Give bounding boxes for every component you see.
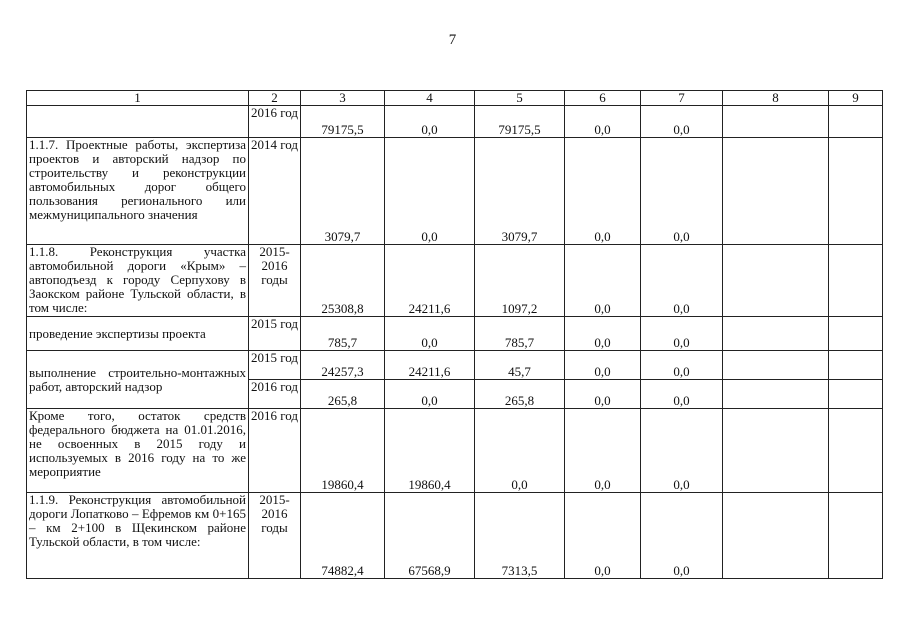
empty-cell xyxy=(723,317,829,351)
column-header: 9 xyxy=(829,91,883,106)
cell-other: 0,0 xyxy=(641,351,723,380)
cell-other: 0,0 xyxy=(641,138,723,245)
table-row xyxy=(27,245,883,317)
page-number: 7 xyxy=(448,32,457,48)
empty-cell xyxy=(723,493,829,579)
empty-cell xyxy=(723,380,829,409)
cell-total: 3079,7 xyxy=(301,138,385,245)
empty-cell xyxy=(723,245,829,317)
empty-cell xyxy=(829,106,883,138)
empty-cell xyxy=(829,245,883,317)
cell-other: 0,0 xyxy=(641,317,723,351)
cell-local: 0,0 xyxy=(565,351,641,380)
cell-regional: 265,8 xyxy=(475,380,565,409)
cell-total: 25308,8 xyxy=(301,245,385,317)
row-description: 1.1.9. Реконструкция автомобильной дороги Лопатково – Ефремов км 0+165 – км 2+100 в Щекинском районе Тульской области, в том числе: xyxy=(27,493,249,579)
cell-federal: 0,0 xyxy=(385,106,475,138)
column-header: 6 xyxy=(565,91,641,106)
cell-local: 0,0 xyxy=(565,380,641,409)
row-period: 2015 год xyxy=(249,317,301,351)
empty-cell xyxy=(829,380,883,409)
cell-regional: 79175,5 xyxy=(475,106,565,138)
empty-cell xyxy=(829,351,883,380)
cell-local: 0,0 xyxy=(565,245,641,317)
row-period: 2016 год xyxy=(249,409,301,493)
cell-other: 0,0 xyxy=(641,106,723,138)
empty-cell xyxy=(723,409,829,493)
cell-total: 265,8 xyxy=(301,380,385,409)
column-header: 7 xyxy=(641,91,723,106)
column-header: 4 xyxy=(385,91,475,106)
column-header: 1 xyxy=(27,91,249,106)
table-row xyxy=(27,106,883,138)
row-period: 2014 год xyxy=(249,138,301,245)
cell-other: 0,0 xyxy=(641,245,723,317)
cell-regional: 7313,5 xyxy=(475,493,565,579)
row-period: 2016 год xyxy=(249,106,301,138)
row-description: проведение экспертизы проекта xyxy=(27,317,249,351)
cell-federal: 0,0 xyxy=(385,317,475,351)
cell-local: 0,0 xyxy=(565,409,641,493)
row-description: 1.1.7. Проектные работы, экспертиза проектов и авторский надзор по строительству и реконструкции автомобильных дорог общего пользования регионального или межмуниципального значения xyxy=(27,138,249,245)
column-header: 3 xyxy=(301,91,385,106)
cell-other: 0,0 xyxy=(641,493,723,579)
cell-total: 74882,4 xyxy=(301,493,385,579)
cell-regional: 3079,7 xyxy=(475,138,565,245)
row-description: выполнение строительно-монтажных работ, авторский надзор xyxy=(27,351,249,409)
empty-cell xyxy=(723,351,829,380)
cell-total: 785,7 xyxy=(301,317,385,351)
empty-cell xyxy=(829,138,883,245)
empty-cell xyxy=(723,106,829,138)
row-period: 2015 год xyxy=(249,351,301,380)
cell-other: 0,0 xyxy=(641,380,723,409)
empty-cell xyxy=(829,317,883,351)
cell-regional: 0,0 xyxy=(475,409,565,493)
cell-federal: 19860,4 xyxy=(385,409,475,493)
column-number-row xyxy=(27,91,883,106)
row-description: 1.1.8. Реконструкция участка автомобильной дороги «Крым» – автоподъезд к городу Серпухову в Заокском районе Тульской области, в том числе: xyxy=(27,245,249,317)
table-row xyxy=(27,138,883,245)
table-row xyxy=(27,351,883,380)
row-period: 2015-2016 годы xyxy=(249,245,301,317)
budget-table xyxy=(26,90,883,579)
row-description: Кроме того, остаток средств федерального бюджета на 01.01.2016, не освоенных в 2015 году и используемых в 2016 году на то же мероприятие xyxy=(27,409,249,493)
cell-federal: 67568,9 xyxy=(385,493,475,579)
cell-local: 0,0 xyxy=(565,317,641,351)
cell-local: 0,0 xyxy=(565,493,641,579)
cell-other: 0,0 xyxy=(641,409,723,493)
table-row xyxy=(27,493,883,579)
empty-cell xyxy=(829,409,883,493)
row-period: 2015-2016 годы xyxy=(249,493,301,579)
column-header: 2 xyxy=(249,91,301,106)
cell-total: 24257,3 xyxy=(301,351,385,380)
cell-federal: 0,0 xyxy=(385,138,475,245)
table-row xyxy=(27,409,883,493)
cell-federal: 24211,6 xyxy=(385,351,475,380)
cell-local: 0,0 xyxy=(565,106,641,138)
cell-regional: 1097,2 xyxy=(475,245,565,317)
column-header: 8 xyxy=(723,91,829,106)
cell-local: 0,0 xyxy=(565,138,641,245)
row-period: 2016 год xyxy=(249,380,301,409)
empty-cell xyxy=(829,493,883,579)
row-description xyxy=(27,106,249,138)
cell-federal: 0,0 xyxy=(385,380,475,409)
cell-regional: 785,7 xyxy=(475,317,565,351)
cell-regional: 45,7 xyxy=(475,351,565,380)
column-header: 5 xyxy=(475,91,565,106)
cell-federal: 24211,6 xyxy=(385,245,475,317)
empty-cell xyxy=(723,138,829,245)
table-row xyxy=(27,317,883,351)
cell-total: 79175,5 xyxy=(301,106,385,138)
cell-total: 19860,4 xyxy=(301,409,385,493)
